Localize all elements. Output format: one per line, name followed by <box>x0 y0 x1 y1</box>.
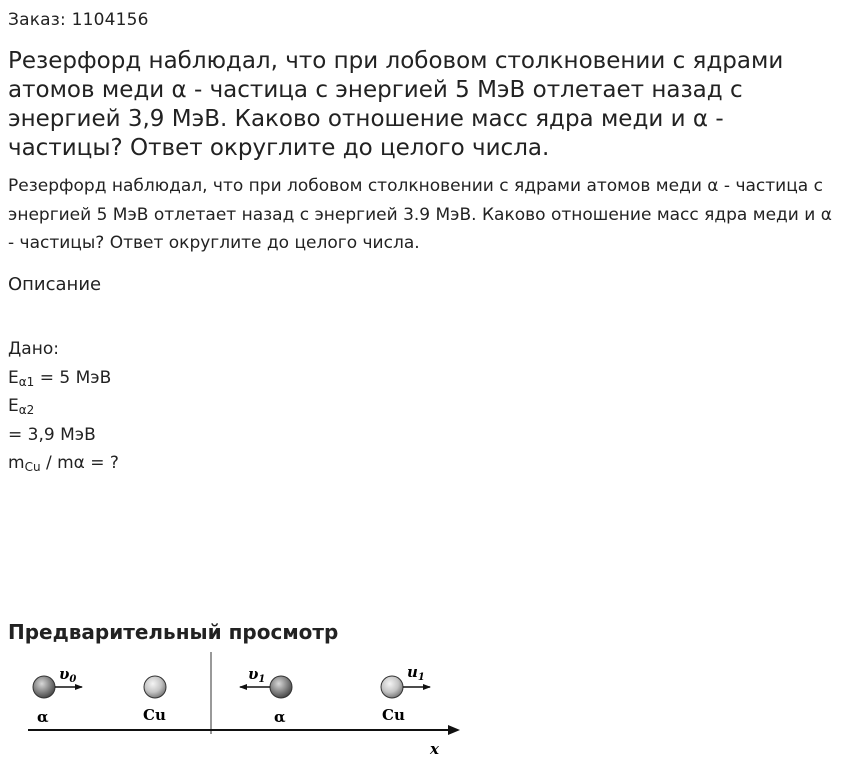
description-heading: Описание <box>8 274 102 295</box>
given-mass-ratio <box>8 449 119 478</box>
ratio-subscript: Cu <box>24 460 41 475</box>
problem-title: Резерфорд наблюдал, что при лобовом столкновении с ядрами атомов меди α - частица с энергией 5 МэВ отлетает назад с энергией 3,9 МэВ. Каково отношение масс ядра меди и α - частицы? Ответ округлите до целого числа. <box>8 48 784 161</box>
energy-1-value: = 5 МэВ <box>34 367 112 388</box>
energy-1-subscript: α1 <box>18 374 35 389</box>
alpha-label-before: α <box>37 708 49 726</box>
alpha-particle-before <box>33 676 55 698</box>
cu-label-before: Cu <box>143 706 166 724</box>
energy-2-subscript: α2 <box>18 403 35 418</box>
collision-diagram <box>20 650 470 762</box>
cu-label-after: Cu <box>382 706 405 724</box>
velocity-v0-label: $\upsilon_0$ <box>59 665 77 685</box>
order-number: Заказ: 1104156 <box>8 10 149 30</box>
velocity-v1-label: $\upsilon_1$ <box>248 665 266 685</box>
given-energy-2-symbol-line <box>8 392 119 421</box>
given-energy-2-value: = 3,9 МэВ <box>8 424 96 445</box>
preview-heading: Предварительный просмотр <box>8 620 339 644</box>
ratio-symbol: m <box>8 453 25 474</box>
energy-1-symbol: E <box>8 367 19 388</box>
energy-2-symbol: E <box>8 396 19 417</box>
alpha-particle-after <box>270 676 292 698</box>
problem-text: Резерфорд наблюдал, что при лобовом столкновении с ядрами атомов меди α - частица с энергией 5 МэВ отлетает назад с энергией 3.9 МэВ. Каково отношение масс ядра меди и α - частицы? Ответ округлите до целого числа. <box>8 176 832 253</box>
collision-figure <box>20 650 470 762</box>
given-label: Дано: <box>8 339 59 359</box>
ratio-rest: / mα = ? <box>40 453 119 474</box>
given-block <box>8 335 119 478</box>
copper-nucleus-before <box>144 676 166 698</box>
given-energy-1 <box>8 364 119 393</box>
copper-nucleus-after <box>381 676 403 698</box>
x-axis-label: x <box>430 740 439 758</box>
velocity-u1-label: $u_1$ <box>407 663 425 683</box>
x-axis-arrow-icon <box>448 725 460 735</box>
alpha-label-after: α <box>274 708 286 726</box>
